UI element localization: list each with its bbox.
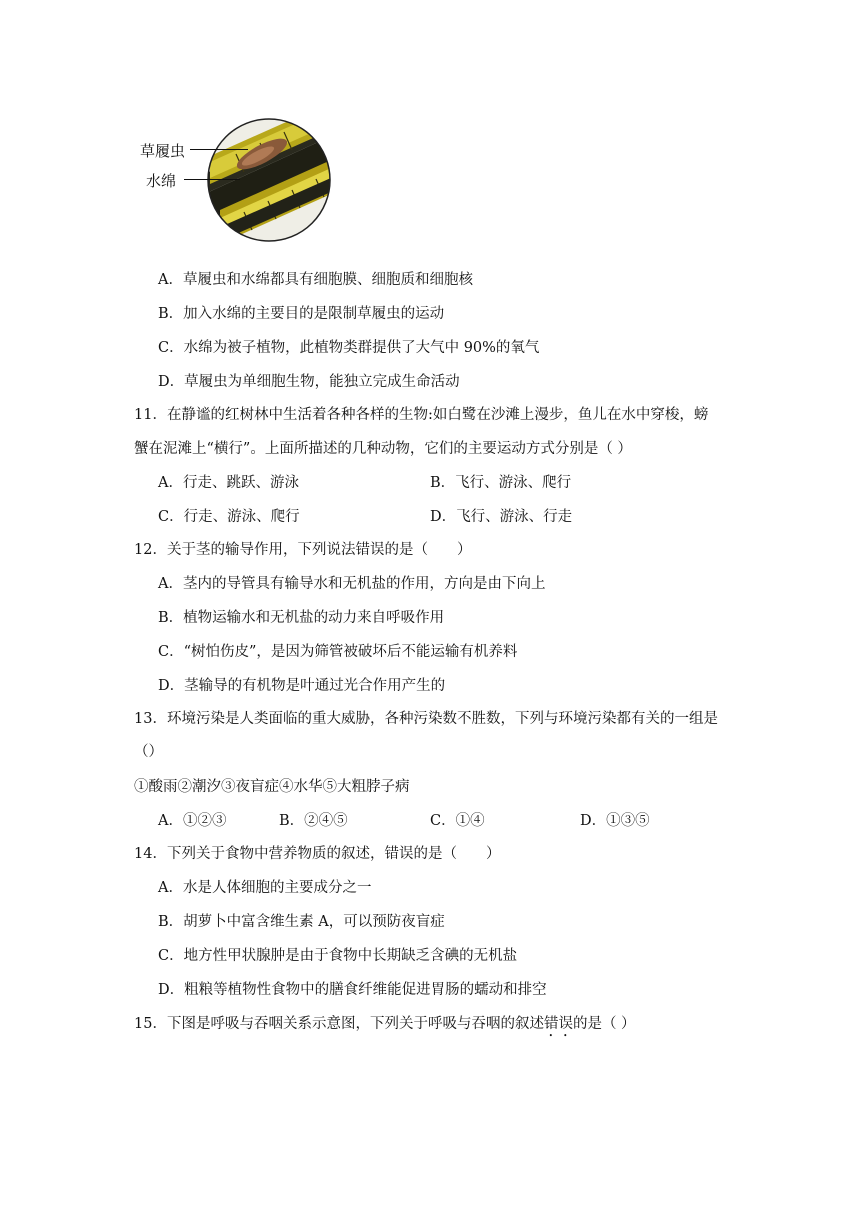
q13-option-a: A．①②③ — [158, 813, 227, 829]
q13-items: ①酸雨②潮汐③夜盲症④水华⑤大粗脖子病 — [134, 779, 410, 795]
q12-option-c: C．“树怕伤皮”，是因为筛管被破坏后不能运输有机养料 — [158, 644, 518, 660]
q12-option-d: D．茎输导的有机物是叶通过光合作用产生的 — [158, 678, 446, 694]
q13-stem-line2: （） — [134, 744, 163, 760]
q12-stem: 12．关于茎的输导作用，下列说法错误的是（ ） — [134, 542, 472, 558]
q15-stem — [134, 1014, 636, 1040]
q11-option-d: D．飞行、游泳、行走 — [430, 509, 573, 525]
pointer-line-paramecium — [190, 149, 248, 150]
q10-option-d: D．草履虫为单细胞生物，能独立完成生命活动 — [158, 374, 460, 390]
q11-stem-line1: 11．在静谧的红树林中生活着各种各样的生物:如白鹭在沙滩上漫步，鱼儿在水中穿梭，螃 — [134, 407, 709, 423]
q13-option-d: D．①③⑤ — [580, 813, 650, 829]
q15-stem-emphasis: 错误 — [543, 1016, 573, 1032]
q10-option-a: A．草履虫和水绵都具有细胞膜、细胞质和细胞核 — [158, 272, 473, 288]
q14-stem: 14．下列关于食物中营养物质的叙述，错误的是（ ） — [134, 846, 501, 862]
q14-option-b: B．胡萝卜中富含维生素 A，可以预防夜盲症 — [158, 914, 445, 930]
label-spirogyra: 水绵 — [146, 172, 177, 190]
pointer-line-spirogyra — [184, 179, 240, 180]
q10-option-b: B．加入水绵的主要目的是限制草履虫的运动 — [158, 306, 445, 322]
q11-stem-line2: 蟹在泥滩上“横行”。上面所描述的几种动物，它们的主要运动方式分别是（ ） — [134, 441, 632, 457]
label-paramecium: 草履虫 — [140, 142, 186, 160]
q12-option-a: A．茎内的导管具有输导水和无机盐的作用，方向是由下向上 — [158, 576, 546, 592]
q15-stem-before: 15．下图是呼吸与吞咽关系示意图，下列关于呼吸与吞咽的叙述 — [134, 1016, 544, 1032]
q11-option-c: C．行走、游泳、爬行 — [158, 509, 300, 525]
q14-option-d: D．粗粮等植物性食物中的膳食纤维能促进胃肠的蠕动和排空 — [158, 982, 547, 998]
q11-option-a: A．行走、跳跃、游泳 — [158, 475, 299, 491]
q14-option-a: A．水是人体细胞的主要成分之一 — [158, 880, 372, 896]
q13-option-b: B．②④⑤ — [279, 813, 348, 829]
q11-option-b: B．飞行、游泳、爬行 — [430, 475, 572, 491]
q15-stem-after: 的是（ ） — [572, 1016, 636, 1032]
microscope-figure — [140, 118, 340, 244]
q12-option-b: B．植物运输水和无机盐的动力来自呼吸作用 — [158, 610, 445, 626]
q13-option-c: C．①④ — [430, 813, 485, 829]
q10-option-c: C．水绵为被子植物，此植物类群提供了大气中 90%的氧气 — [158, 340, 540, 356]
q14-option-c: C．地方性甲状腺肿是由于食物中长期缺乏含碘的无机盐 — [158, 948, 518, 964]
q13-stem-line1: 13．环境污染是人类面临的重大威胁，各种污染数不胜数，下列与环境污染都有关的一组是 — [134, 711, 718, 727]
